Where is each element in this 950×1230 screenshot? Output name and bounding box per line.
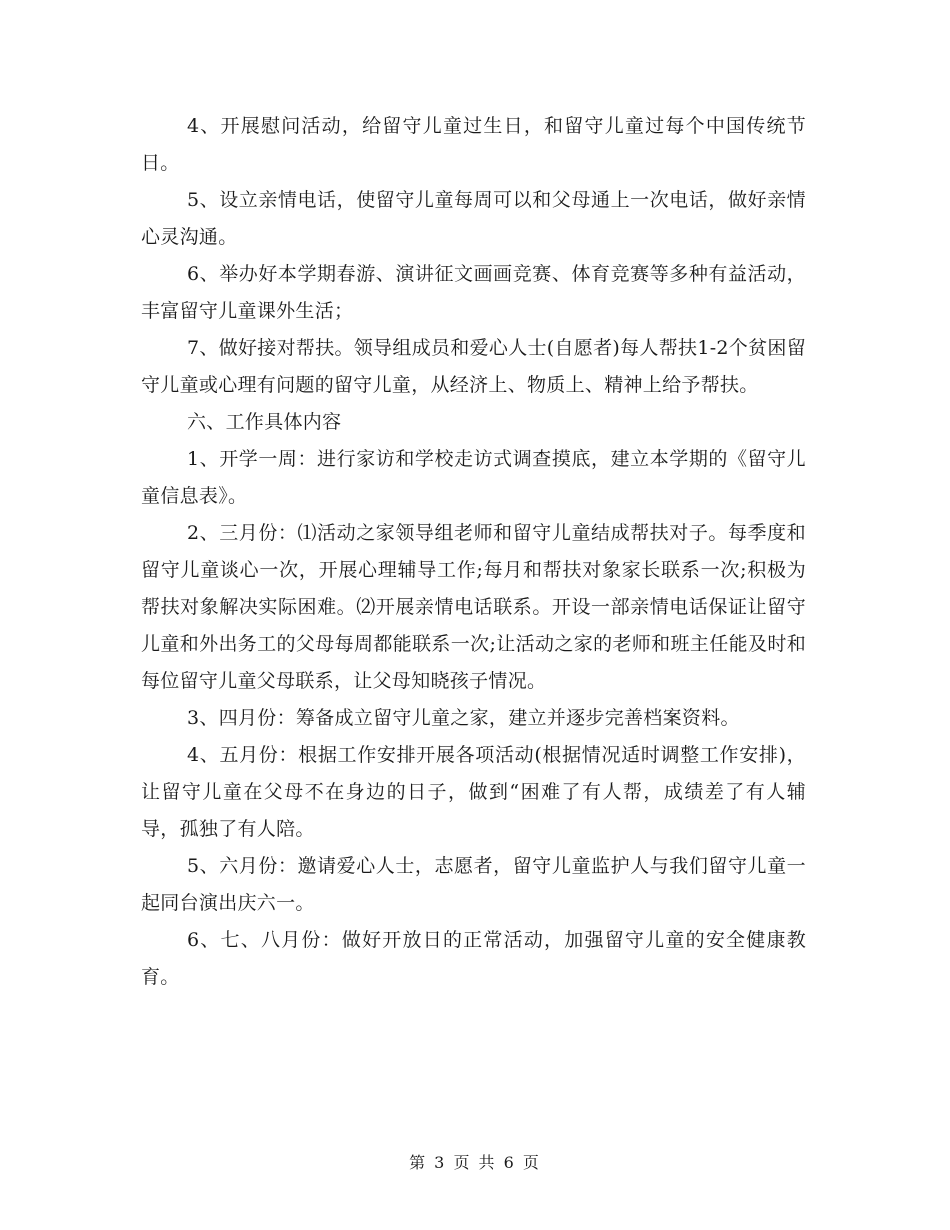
paragraph-item-5-phone: 5、设立亲情电话，使留守儿童每周可以和父母通上一次电话，做好亲情心灵沟通。: [141, 189, 806, 248]
paragraph-item-4-condolence: 4、开展慰问活动，给留守儿童过生日，和留守儿童过每个中国传统节日。: [141, 115, 806, 174]
section-heading-work-content: 六、工作具体内容: [187, 411, 342, 433]
paragraph-week-one: 1、开学一周：进行家访和学校走访式调查摸底，建立本学期的《留守儿童信息表》。: [141, 448, 806, 507]
paragraph-item-7-assistance: 7、做好接对帮扶。领导组成员和爱心人士(自愿者)每人帮扶1-2个贫困留守儿童或心理有问题的留守儿童，从经济上、物质上、精神上给予帮扶。: [141, 337, 807, 396]
paragraph-march: 2、三月份：⑴活动之家领导组老师和留守儿童结成帮扶对子。每季度和留守儿童谈心一次，开展心理辅导工作;每月和帮扶对象家长联系一次;积极为帮扶对象解决实际困难。⑵开展亲情电话联系。开设一部亲情电话保证让留守儿童和外出务工的父母每周都能联系一次;让活动之家的老师和班主任能及时和每位留守儿童父母联系，让父母知晓孩子情况。: [141, 522, 806, 692]
paragraph-may: 4、五月份：根据工作安排开展各项活动(根据情况适时调整工作安排)，让留守儿童在父母不在身边的日子，做到“困难了有人帮，成绩差了有人辅导，孤独了有人陪。: [141, 744, 806, 840]
page-number-footer: 第 3 页 共 6 页: [409, 1153, 541, 1172]
document-body: [141, 108, 806, 996]
paragraph-item-6-activities: 6、举办好本学期春游、演讲征文画画竞赛、体育竞赛等多种有益活动，丰富留守儿童课外生活；: [141, 263, 806, 322]
paragraph-july-august: 6、七、八月份：做好开放日的正常活动，加强留守儿童的安全健康教育。: [141, 929, 806, 988]
paragraph-april: 3、四月份：筹备成立留守儿童之家，建立并逐步完善档案资料。: [187, 707, 740, 729]
paragraph-june: 5、六月份：邀请爱心人士，志愿者，留守儿童监护人与我们留守儿童一起同台演出庆六一。: [141, 855, 806, 914]
